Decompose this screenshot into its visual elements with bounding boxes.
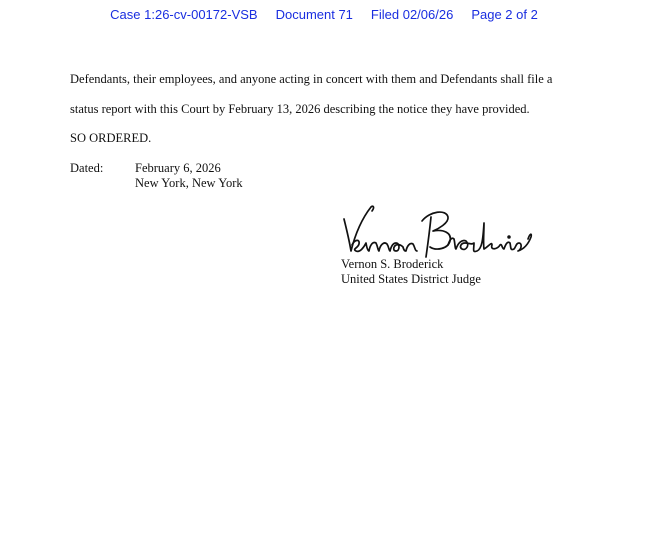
filed-date: Filed 02/06/26 (370, 7, 454, 22)
judge-name: Vernon S. Broderick (341, 257, 444, 271)
dated-place: New York, New York (135, 176, 243, 190)
order-paragraph-line-2: status report with this Court by February 13, 2026 describing the notice they have provided. (70, 102, 530, 116)
dated-label: Dated: (70, 161, 104, 175)
order-paragraph-line-1: Defendants, their employees, and anyone acting in concert with them and Defendants shall file a (70, 72, 553, 86)
page-number: Page 2 of 2 (471, 7, 538, 22)
case-number: Case 1:26-cv-00172-VSB (110, 7, 258, 22)
judge-signature (338, 203, 538, 263)
judge-title: United States District Judge (341, 272, 481, 286)
dated-date: February 6, 2026 (135, 161, 221, 175)
document-number: Document 71 (275, 7, 353, 22)
so-ordered: SO ORDERED. (70, 131, 152, 145)
ecf-filing-header (0, 7, 648, 22)
